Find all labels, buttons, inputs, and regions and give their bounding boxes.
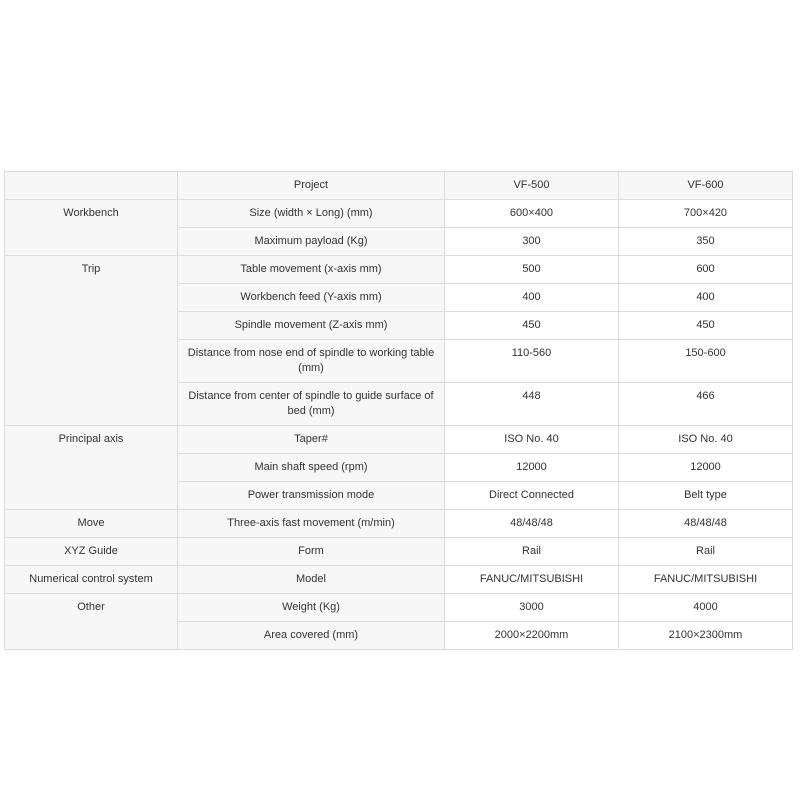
value-cell-vf600: 4000 — [619, 594, 793, 622]
value-cell-vf600: 466 — [619, 383, 793, 426]
value-cell-vf600: 350 — [619, 228, 793, 256]
value-cell-vf600: Belt type — [619, 482, 793, 510]
header-model-vf500: VF-500 — [445, 172, 619, 200]
value-cell-vf500: 600×400 — [445, 200, 619, 228]
property-cell: Table movement (x-axis mm) — [178, 256, 445, 284]
group-label-cell: Principal axis — [5, 426, 178, 510]
group-label-cell: Other — [5, 594, 178, 650]
value-cell-vf500: 110-560 — [445, 340, 619, 383]
value-cell-vf500: Direct Connected — [445, 482, 619, 510]
property-cell: Form — [178, 538, 445, 566]
value-cell-vf500: 300 — [445, 228, 619, 256]
table-row — [5, 510, 793, 538]
value-cell-vf500: 2000×2200mm — [445, 622, 619, 650]
value-cell-vf600: 600 — [619, 256, 793, 284]
group-label-cell: Numerical control system — [5, 566, 178, 594]
value-cell-vf600: 2100×2300mm — [619, 622, 793, 650]
property-cell: Size (width × Long) (mm) — [178, 200, 445, 228]
property-cell: Weight (Kg) — [178, 594, 445, 622]
value-cell-vf600: 450 — [619, 312, 793, 340]
table-row — [5, 200, 793, 228]
table-row — [5, 256, 793, 284]
value-cell-vf500: 500 — [445, 256, 619, 284]
value-cell-vf600: Rail — [619, 538, 793, 566]
property-cell: Maximum payload (Kg) — [178, 228, 445, 256]
table-header-row — [5, 172, 793, 200]
value-cell-vf500: 400 — [445, 284, 619, 312]
value-cell-vf600: FANUC/MITSUBISHI — [619, 566, 793, 594]
spec-table-body — [5, 172, 793, 650]
value-cell-vf500: 48/48/48 — [445, 510, 619, 538]
header-group-cell — [5, 172, 178, 200]
value-cell-vf500: ISO No. 40 — [445, 426, 619, 454]
value-cell-vf500: FANUC/MITSUBISHI — [445, 566, 619, 594]
value-cell-vf600: 150-600 — [619, 340, 793, 383]
property-cell: Spindle movement (Z-axis mm) — [178, 312, 445, 340]
table-row — [5, 426, 793, 454]
value-cell-vf500: Rail — [445, 538, 619, 566]
value-cell-vf500: 448 — [445, 383, 619, 426]
spec-table — [4, 171, 793, 650]
property-cell: Distance from nose end of spindle to working table (mm) — [178, 340, 445, 383]
property-cell: Main shaft speed (rpm) — [178, 454, 445, 482]
property-cell: Power transmission mode — [178, 482, 445, 510]
value-cell-vf500: 450 — [445, 312, 619, 340]
property-cell: Model — [178, 566, 445, 594]
property-cell: Three-axis fast movement (m/min) — [178, 510, 445, 538]
header-model-vf600: VF-600 — [619, 172, 793, 200]
value-cell-vf600: 48/48/48 — [619, 510, 793, 538]
value-cell-vf600: ISO No. 40 — [619, 426, 793, 454]
property-cell: Taper# — [178, 426, 445, 454]
value-cell-vf500: 12000 — [445, 454, 619, 482]
table-row — [5, 594, 793, 622]
property-cell: Distance from center of spindle to guide surface of bed (mm) — [178, 383, 445, 426]
value-cell-vf600: 400 — [619, 284, 793, 312]
group-label-cell: Trip — [5, 256, 178, 426]
property-cell: Workbench feed (Y-axis mm) — [178, 284, 445, 312]
group-label-cell: XYZ Guide — [5, 538, 178, 566]
value-cell-vf500: 3000 — [445, 594, 619, 622]
table-row — [5, 538, 793, 566]
property-cell: Area covered (mm) — [178, 622, 445, 650]
value-cell-vf600: 12000 — [619, 454, 793, 482]
group-label-cell: Workbench — [5, 200, 178, 256]
table-row — [5, 566, 793, 594]
value-cell-vf600: 700×420 — [619, 200, 793, 228]
header-project-cell: Project — [178, 172, 445, 200]
group-label-cell: Move — [5, 510, 178, 538]
